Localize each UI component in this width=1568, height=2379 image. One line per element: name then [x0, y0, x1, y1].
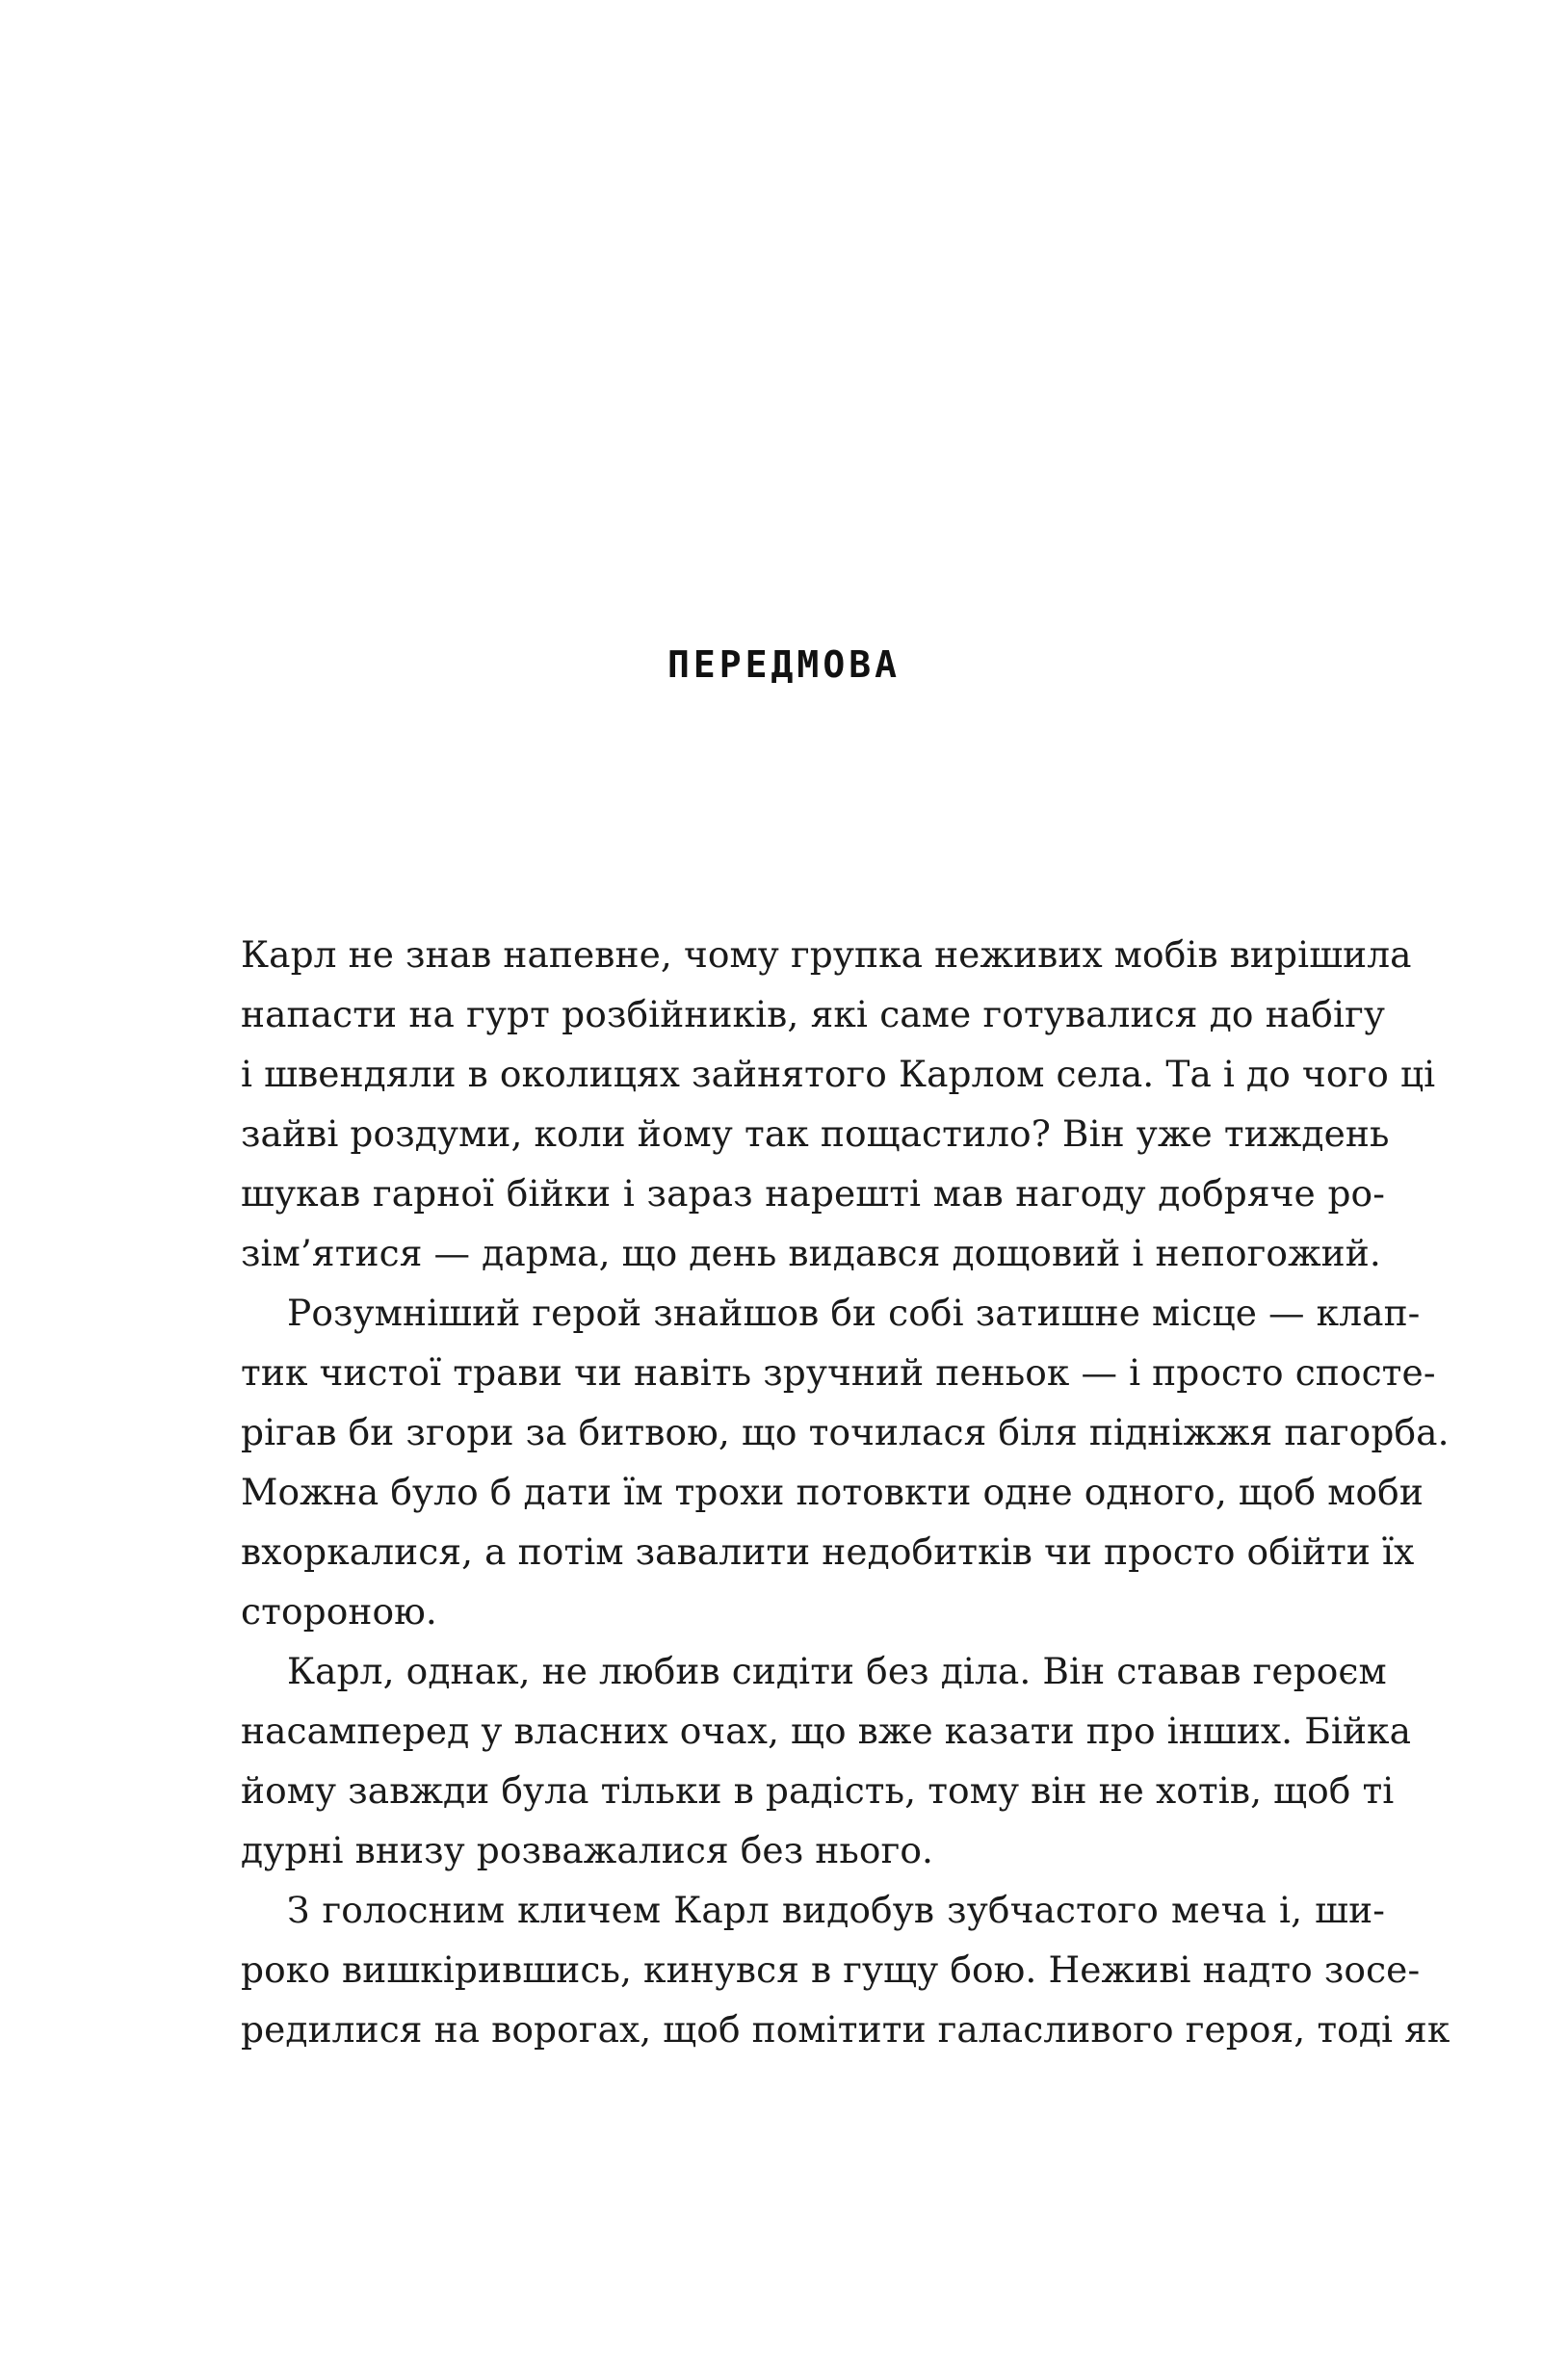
paragraph-3-line-4: дурні внизу розважалися без нього.: [241, 1829, 934, 1871]
paragraph-2-line-1: Розумніший герой знайшов би собі затишне місце — клап-: [287, 1292, 1421, 1334]
paragraph-4-line-2: роко вишкірившись, кинувся в гущу бою. Неживі надто зосе-: [241, 1948, 1421, 1991]
paragraph-3-line-3: йому завжди була тільки в радість, тому він не хотів, щоб ті: [241, 1769, 1395, 1812]
paragraph-4-line-3: редилися на ворогах, щоб помітити галасливого героя, тоді як: [241, 2008, 1450, 2051]
body-text: [241, 925, 1450, 2059]
paragraph-1-line-2: напасти на гурт розбійників, які саме готувалися до набігу: [241, 993, 1385, 1035]
paragraph-3-line-2: насамперед у власних очах, що вже казати про інших. Бійка: [241, 1710, 1412, 1752]
paragraph-1-line-1: Карл не знав напевне, чому групка неживих мобів вирішила: [241, 933, 1412, 976]
paragraph-2-line-2: тик чистої трави чи навіть зручний пеньок — і просто спосте-: [241, 1351, 1436, 1394]
paragraph-4-line-1: З голосним кличем Карл видобув зубчастого меча і, ши-: [287, 1889, 1385, 1931]
chapter-heading: ПЕРЕДМОВА: [667, 643, 901, 686]
paragraph-2-line-3: рігав би згори за битвою, що точилася біля підніжжя пагорба.: [241, 1411, 1450, 1453]
paragraph-1-line-3: і швендяли в околицях зайнятого Карлом села. Та і до чого ці: [241, 1053, 1436, 1095]
paragraph-1-line-6: зім’ятися — дарма, що день видався дощовий і непогожий.: [241, 1232, 1381, 1274]
paragraph-2-line-5: вхоркалися, а потім завалити недобитків чи просто обійти їх: [241, 1530, 1415, 1573]
paragraph-2-line-4: Можна було б дати їм трохи потовкти одне одного, щоб моби: [241, 1471, 1424, 1513]
paragraph-1-line-4: зайві роздуми, коли йому так пощастило? Він уже тиждень: [241, 1112, 1390, 1155]
paragraph-2-line-6: стороною.: [241, 1590, 437, 1633]
paragraph-3-line-1: Карл, однак, не любив сидіти без діла. Він ставав героєм: [287, 1650, 1387, 1692]
paragraph-1-line-5: шукав гарної бійки і зараз нарешті мав нагоду добряче ро-: [241, 1172, 1385, 1215]
